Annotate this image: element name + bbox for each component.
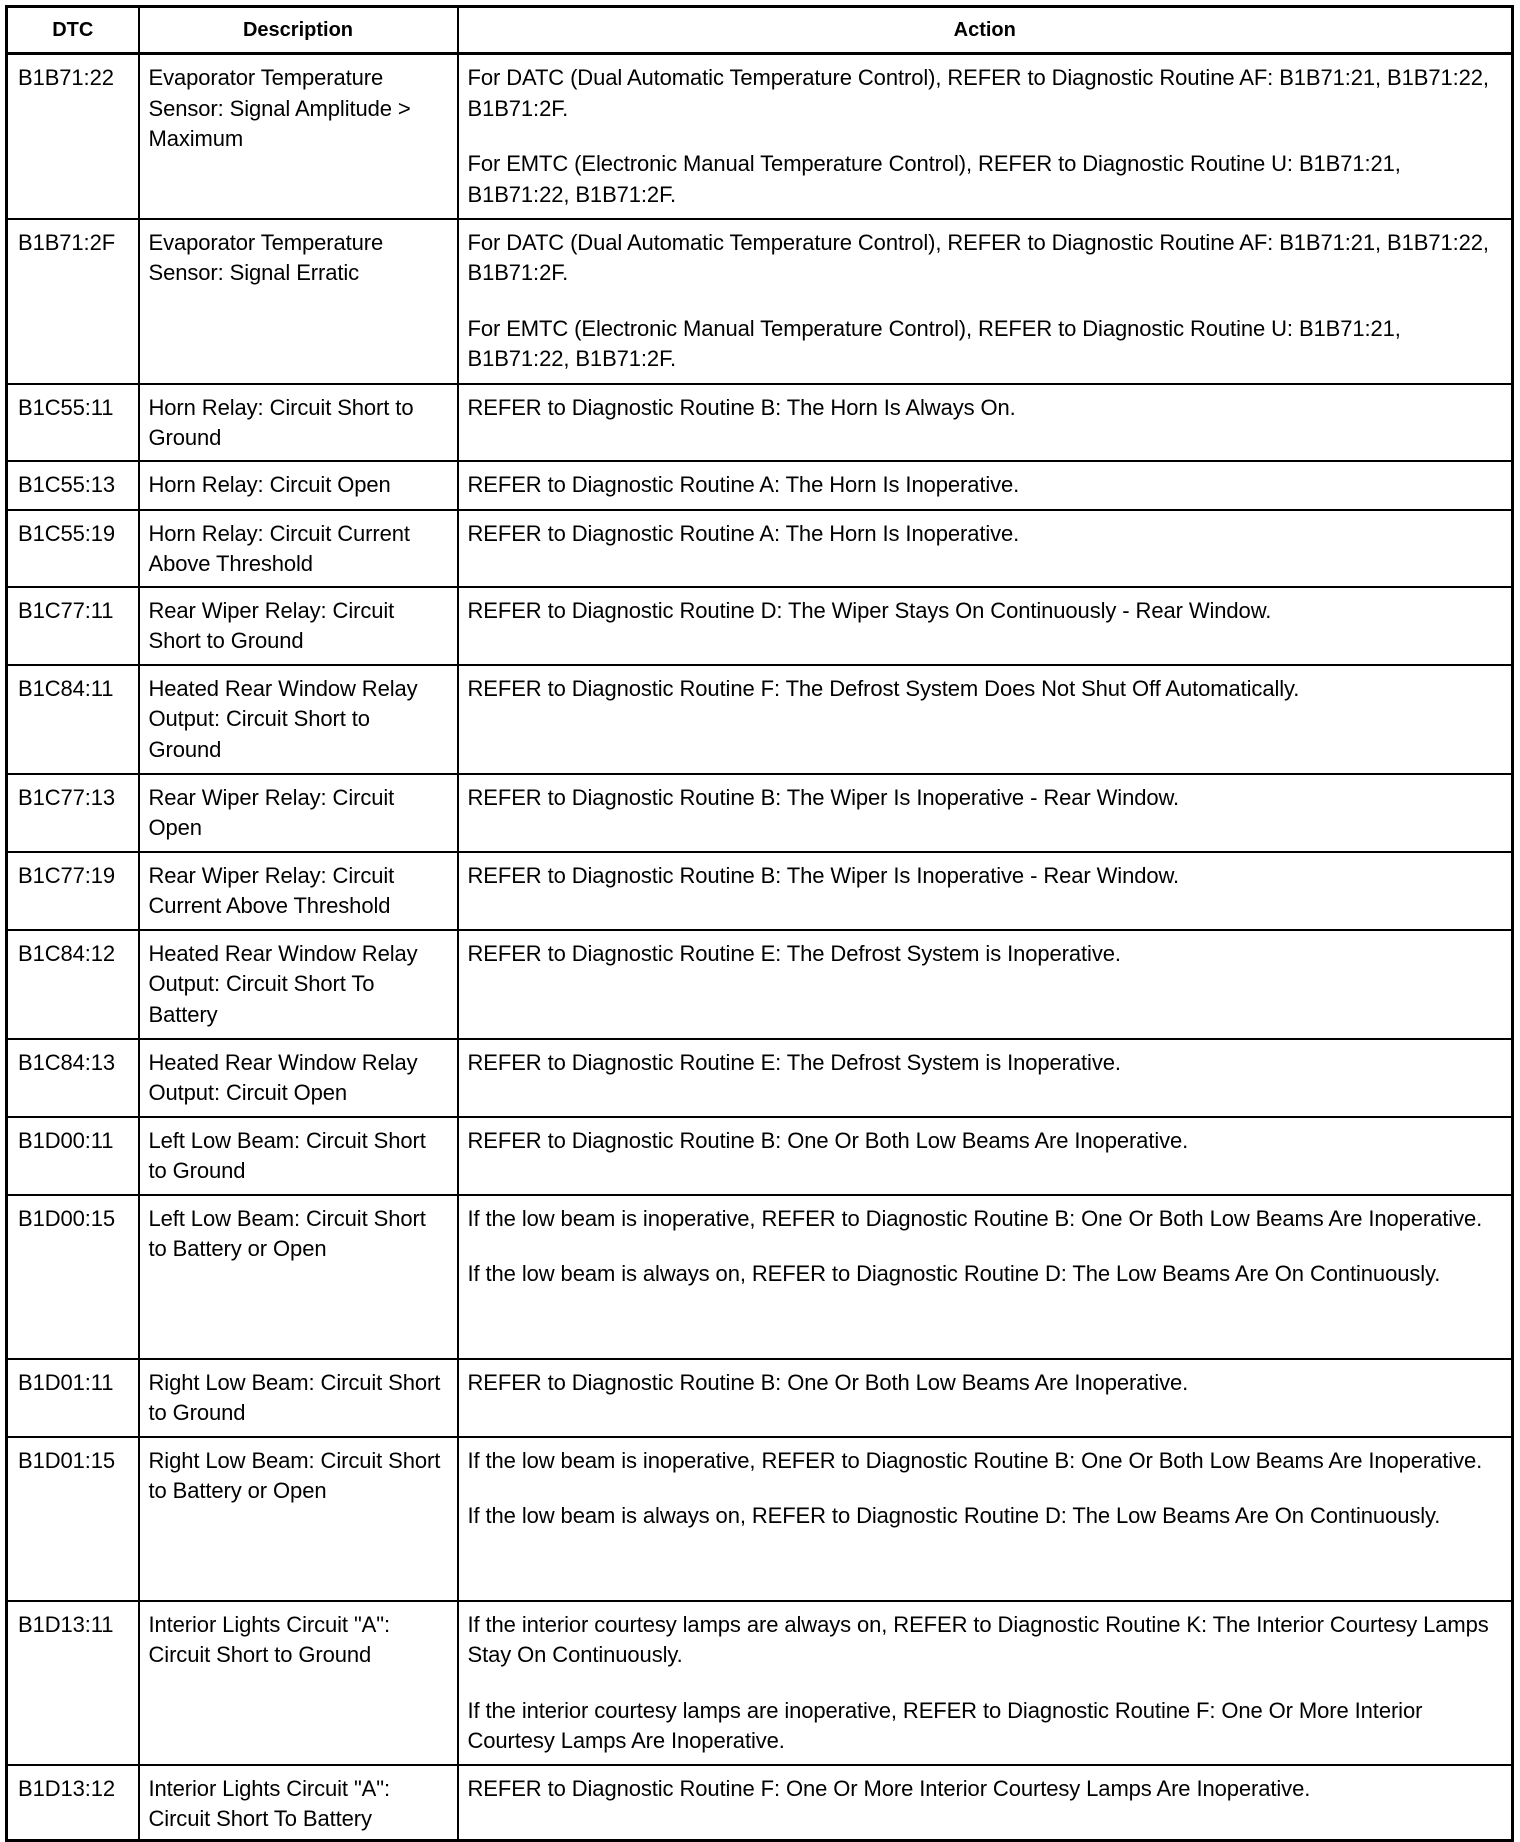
table-row [7, 1117, 1513, 1195]
table-row [7, 852, 1513, 930]
table-row [7, 587, 1513, 665]
dtc-code-cell: B1C55:13 [7, 461, 139, 510]
description-cell: Heated Rear Window Relay Output: Circuit Short To Battery [139, 930, 458, 1039]
action-paragraph: REFER to Diagnostic Routine B: The Wiper Is Inoperative - Rear Window. [467, 862, 1180, 888]
action-cell [458, 219, 1513, 384]
dtc-code-cell: B1C84:11 [7, 665, 139, 774]
header-description: Description [139, 7, 458, 54]
dtc-code-cell: B1C77:11 [7, 587, 139, 665]
table-header-row [7, 7, 1513, 54]
action-paragraph: REFER to Diagnostic Routine F: The Defrost System Does Not Shut Off Automatically. [467, 675, 1300, 701]
action-cell [458, 461, 1513, 510]
description-cell: Left Low Beam: Circuit Short to Ground [139, 1117, 458, 1195]
description-cell: Horn Relay: Circuit Current Above Threshold [139, 510, 458, 587]
description-cell: Evaporator Temperature Sensor: Signal Amplitude > Maximum [139, 54, 458, 219]
action-cell [458, 774, 1513, 852]
action-paragraph: If the low beam is inoperative, REFER to Diagnostic Routine B: One Or Both Low Beams Are Inoperative. [467, 1205, 1483, 1231]
action-cell [458, 1601, 1513, 1765]
action-paragraph: REFER to Diagnostic Routine D: The Wiper Stays On Continuously - Rear Window. [467, 597, 1272, 623]
table-row [7, 774, 1513, 852]
dtc-code-cell: B1C55:19 [7, 510, 139, 587]
action-paragraph: If the interior courtesy lamps are always on, REFER to Diagnostic Routine K: The Interior Courtesy Lamps Stay On Continuously. [467, 1611, 1489, 1667]
table-row [7, 1039, 1513, 1117]
action-cell [458, 587, 1513, 665]
dtc-code-cell: B1D00:15 [7, 1195, 139, 1359]
table-row [7, 1601, 1513, 1765]
table-row [7, 665, 1513, 774]
dtc-code-cell: B1D13:12 [7, 1765, 139, 1841]
action-cell [458, 1437, 1513, 1601]
table-row [7, 1195, 1513, 1359]
dtc-code-cell: B1C77:19 [7, 852, 139, 930]
action-cell [458, 1039, 1513, 1117]
action-paragraph: REFER to Diagnostic Routine F: One Or More Interior Courtesy Lamps Are Inoperative. [467, 1775, 1311, 1801]
action-cell [458, 510, 1513, 587]
dtc-code-cell: B1C84:13 [7, 1039, 139, 1117]
header-action: Action [458, 7, 1513, 54]
table-row [7, 461, 1513, 510]
description-cell: Rear Wiper Relay: Circuit Current Above Threshold [139, 852, 458, 930]
table-row [7, 1437, 1513, 1601]
table-row [7, 510, 1513, 587]
dtc-code-cell: B1D00:11 [7, 1117, 139, 1195]
action-paragraph: For EMTC (Electronic Manual Temperature Control), REFER to Diagnostic Routine U: B1B71:21, B1B71:22, B1B71:2F. [467, 151, 1401, 207]
action-paragraph: If the interior courtesy lamps are inoperative, REFER to Diagnostic Routine F: One Or More Interior Courtesy Lamps Are Inoperative. [467, 1697, 1423, 1753]
action-cell [458, 54, 1513, 219]
table-row [7, 1765, 1513, 1841]
description-cell: Right Low Beam: Circuit Short to Ground [139, 1359, 458, 1437]
description-cell: Heated Rear Window Relay Output: Circuit Open [139, 1039, 458, 1117]
action-cell [458, 1117, 1513, 1195]
action-paragraph: If the low beam is always on, REFER to Diagnostic Routine D: The Low Beams Are On Continuously. [467, 1261, 1441, 1286]
dtc-code-cell: B1D01:11 [7, 1359, 139, 1437]
action-paragraph: REFER to Diagnostic Routine B: The Wiper Is Inoperative - Rear Window. [467, 784, 1180, 810]
action-cell [458, 384, 1513, 461]
action-paragraph: REFER to Diagnostic Routine B: One Or Both Low Beams Are Inoperative. [467, 1127, 1189, 1153]
action-cell [458, 1195, 1513, 1359]
action-paragraph: For EMTC (Electronic Manual Temperature Control), REFER to Diagnostic Routine U: B1B71:21, B1B71:22, B1B71:2F. [467, 315, 1401, 371]
dtc-code-cell: B1D01:15 [7, 1437, 139, 1601]
dtc-code-cell: B1B71:2F [7, 219, 139, 384]
description-cell: Heated Rear Window Relay Output: Circuit Short to Ground [139, 665, 458, 774]
action-cell [458, 852, 1513, 930]
description-cell: Horn Relay: Circuit Open [139, 461, 458, 510]
action-paragraph: REFER to Diagnostic Routine E: The Defrost System is Inoperative. [467, 1049, 1121, 1075]
action-paragraph: If the low beam is always on, REFER to Diagnostic Routine D: The Low Beams Are On Continuously. [467, 1503, 1441, 1528]
table-row [7, 930, 1513, 1039]
dtc-code-cell: B1C84:12 [7, 930, 139, 1039]
table-body [7, 54, 1513, 1841]
table-row [7, 219, 1513, 384]
action-cell [458, 930, 1513, 1039]
dtc-code-cell: B1D13:11 [7, 1601, 139, 1765]
dtc-code-cell: B1C55:11 [7, 384, 139, 461]
action-paragraph: For DATC (Dual Automatic Temperature Control), REFER to Diagnostic Routine AF: B1B71:21, B1B71:22, B1B71:2F. [467, 65, 1489, 121]
description-cell: Interior Lights Circuit "A": Circuit Short to Ground [139, 1601, 458, 1765]
header-dtc: DTC [7, 7, 139, 54]
description-cell: Rear Wiper Relay: Circuit Open [139, 774, 458, 852]
action-cell [458, 1765, 1513, 1841]
action-paragraph: REFER to Diagnostic Routine A: The Horn Is Inoperative. [467, 471, 1020, 497]
action-paragraph: REFER to Diagnostic Routine A: The Horn Is Inoperative. [467, 520, 1020, 546]
description-cell: Horn Relay: Circuit Short to Ground [139, 384, 458, 461]
description-cell: Evaporator Temperature Sensor: Signal Erratic [139, 219, 458, 384]
table-row [7, 54, 1513, 219]
dtc-code-cell: B1B71:22 [7, 54, 139, 219]
action-paragraph: REFER to Diagnostic Routine B: One Or Both Low Beams Are Inoperative. [467, 1369, 1189, 1395]
table-row [7, 384, 1513, 461]
description-cell: Interior Lights Circuit "A": Circuit Short To Battery [139, 1765, 458, 1841]
description-cell: Rear Wiper Relay: Circuit Short to Ground [139, 587, 458, 665]
table-row [7, 1359, 1513, 1437]
description-cell: Right Low Beam: Circuit Short to Battery or Open [139, 1437, 458, 1601]
description-cell: Left Low Beam: Circuit Short to Battery or Open [139, 1195, 458, 1359]
action-cell [458, 665, 1513, 774]
dtc-code-cell: B1C77:13 [7, 774, 139, 852]
action-paragraph: For DATC (Dual Automatic Temperature Control), REFER to Diagnostic Routine AF: B1B71:21, B1B71:22, B1B71:2F. [467, 229, 1489, 285]
action-paragraph: REFER to Diagnostic Routine E: The Defrost System is Inoperative. [467, 940, 1121, 966]
action-paragraph: REFER to Diagnostic Routine B: The Horn Is Always On. [467, 394, 1016, 420]
action-paragraph: If the low beam is inoperative, REFER to Diagnostic Routine B: One Or Both Low Beams Are Inoperative. [467, 1447, 1483, 1473]
dtc-table [5, 5, 1514, 1842]
action-cell [458, 1359, 1513, 1437]
